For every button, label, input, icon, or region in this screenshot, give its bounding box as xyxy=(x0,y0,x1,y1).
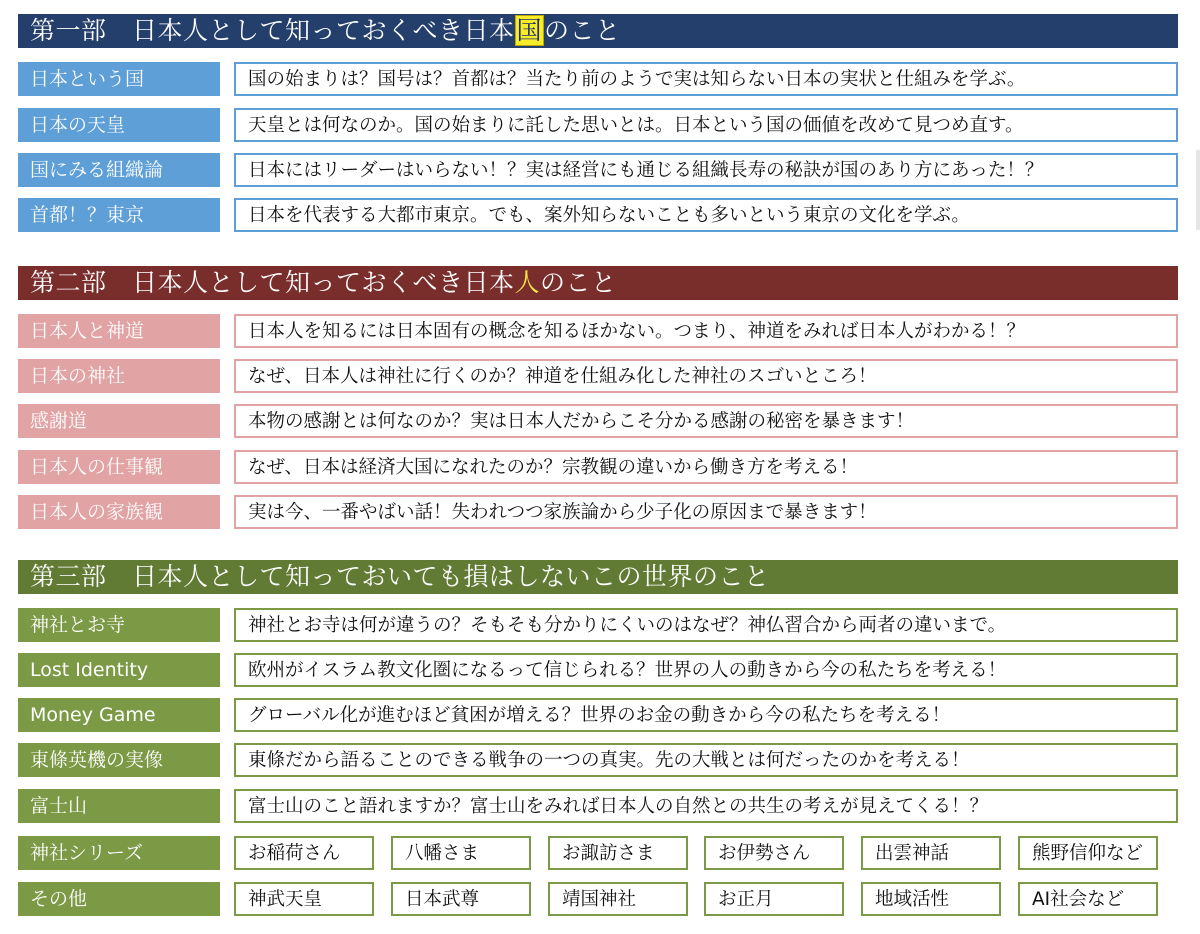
part1-row xyxy=(18,62,1178,96)
topic-label: その他 xyxy=(18,882,220,916)
topic-description: 本物の感謝とは何なのか？実は日本人だからこそ分かる感謝の秘密を暴きます！ xyxy=(234,404,1178,438)
topic-label: 日本という国 xyxy=(18,62,220,96)
part2-header-suffix: のこと xyxy=(540,268,617,297)
part2-row xyxy=(18,404,1178,438)
part3-row xyxy=(18,789,1178,823)
part2-row xyxy=(18,450,1178,484)
topic-description: 日本にはリーダーはいらない！？実は経営にも通じる組織長寿の秘訣が国のあり方にあった！？ xyxy=(234,153,1178,187)
part1-header-highlight: 国 xyxy=(516,16,543,45)
part1-header xyxy=(18,14,1178,48)
topic-label: 日本人の仕事観 xyxy=(18,450,220,484)
tag: 日本武尊 xyxy=(391,882,531,916)
tag: お正月 xyxy=(704,882,844,916)
topic-label: 富士山 xyxy=(18,789,220,823)
tag: 熊野信仰など xyxy=(1018,836,1158,870)
tag: 神武天皇 xyxy=(234,882,374,916)
part2-row xyxy=(18,359,1178,393)
topic-label: 感謝道 xyxy=(18,404,220,438)
part1-row xyxy=(18,198,1178,232)
part3-header: 第三部 日本人として知っておいても損はしないこの世界のこと xyxy=(18,560,1178,594)
topic-description: 天皇とは何なのか。国の始まりに託した思いとは。日本という国の価値を改めて見つめ直す。 xyxy=(234,108,1178,142)
topic-label: 日本の天皇 xyxy=(18,108,220,142)
topic-label: 東條英機の実像 xyxy=(18,743,220,777)
topic-label: 神社とお寺 xyxy=(18,608,220,642)
topic-description: グローバル化が進むほど貧困が増える？世界のお金の動きから今の私たちを考える！ xyxy=(234,698,1178,732)
tag: 出雲神話 xyxy=(861,836,1001,870)
scrollbar-track[interactable] xyxy=(1196,150,1200,230)
topic-label: 日本人と神道 xyxy=(18,314,220,348)
tag: お伊勢さん xyxy=(704,836,844,870)
part2-header xyxy=(18,266,1178,300)
topic-label: 日本の神社 xyxy=(18,359,220,393)
part2-row xyxy=(18,495,1178,529)
part3-row xyxy=(18,608,1178,642)
part3-tag-row xyxy=(18,882,1178,916)
tag: 地域活性 xyxy=(861,882,1001,916)
topic-description: 日本を代表する大都市東京。でも、案外知らないことも多いという東京の文化を学ぶ。 xyxy=(234,198,1178,232)
topic-description: 欧州がイスラム教文化圏になるって信じられる？世界の人の動きから今の私たちを考える！ xyxy=(234,653,1178,687)
topic-description: 神社とお寺は何が違うの？そもそも分かりにくいのはなぜ？神仏習合から両者の違いまで。 xyxy=(234,608,1178,642)
topic-label: 日本人の家族観 xyxy=(18,495,220,529)
part2-row xyxy=(18,314,1178,348)
part3-row xyxy=(18,653,1178,687)
tag: AI社会など xyxy=(1018,882,1158,916)
part3-row xyxy=(18,743,1178,777)
part1-row xyxy=(18,108,1178,142)
tag: お稲荷さん xyxy=(234,836,374,870)
topic-description: なぜ、日本は経済大国になれたのか？宗教観の違いから働き方を考える！ xyxy=(234,450,1178,484)
topic-description: 富士山のこと語れますか？富士山をみれば日本人の自然との共生の考えが見えてくる！？ xyxy=(234,789,1178,823)
topic-label: 首都！？東京 xyxy=(18,198,220,232)
topic-description: 国の始まりは？国号は？首都は？当たり前のようで実は知らない日本の実状と仕組みを学ぶ。 xyxy=(234,62,1178,96)
topic-label: Lost Identity xyxy=(18,653,220,687)
topic-description: 東條だから語ることのできる戦争の一つの真実。先の大戦とは何だったのかを考える！ xyxy=(234,743,1178,777)
part2-header-prefix: 第二部 日本人として知っておくべき日本 xyxy=(30,268,515,297)
topic-description: 実は今、一番やばい話！失われつつ家族論から少子化の原因まで暴きます！ xyxy=(234,495,1178,529)
topic-label: 国にみる組織論 xyxy=(18,153,220,187)
part2-header-highlight: 人 xyxy=(514,268,541,297)
part1-header-suffix: のこと xyxy=(544,16,621,45)
part3-tag-row xyxy=(18,836,1178,870)
part1-row xyxy=(18,153,1178,187)
topic-label: 神社シリーズ xyxy=(18,836,220,870)
topic-description: なぜ、日本人は神社に行くのか？神道を仕組み化した神社のスゴいところ！ xyxy=(234,359,1178,393)
tag: 靖国神社 xyxy=(548,882,688,916)
tag: 八幡さま xyxy=(391,836,531,870)
part3-row xyxy=(18,698,1178,732)
topic-description: 日本人を知るには日本固有の概念を知るほかない。つまり、神道をみれば日本人がわかる！？ xyxy=(234,314,1178,348)
part1-header-prefix: 第一部 日本人として知っておくべき日本 xyxy=(30,16,515,45)
topic-label: Money Game xyxy=(18,698,220,732)
tag: お諏訪さま xyxy=(548,836,688,870)
